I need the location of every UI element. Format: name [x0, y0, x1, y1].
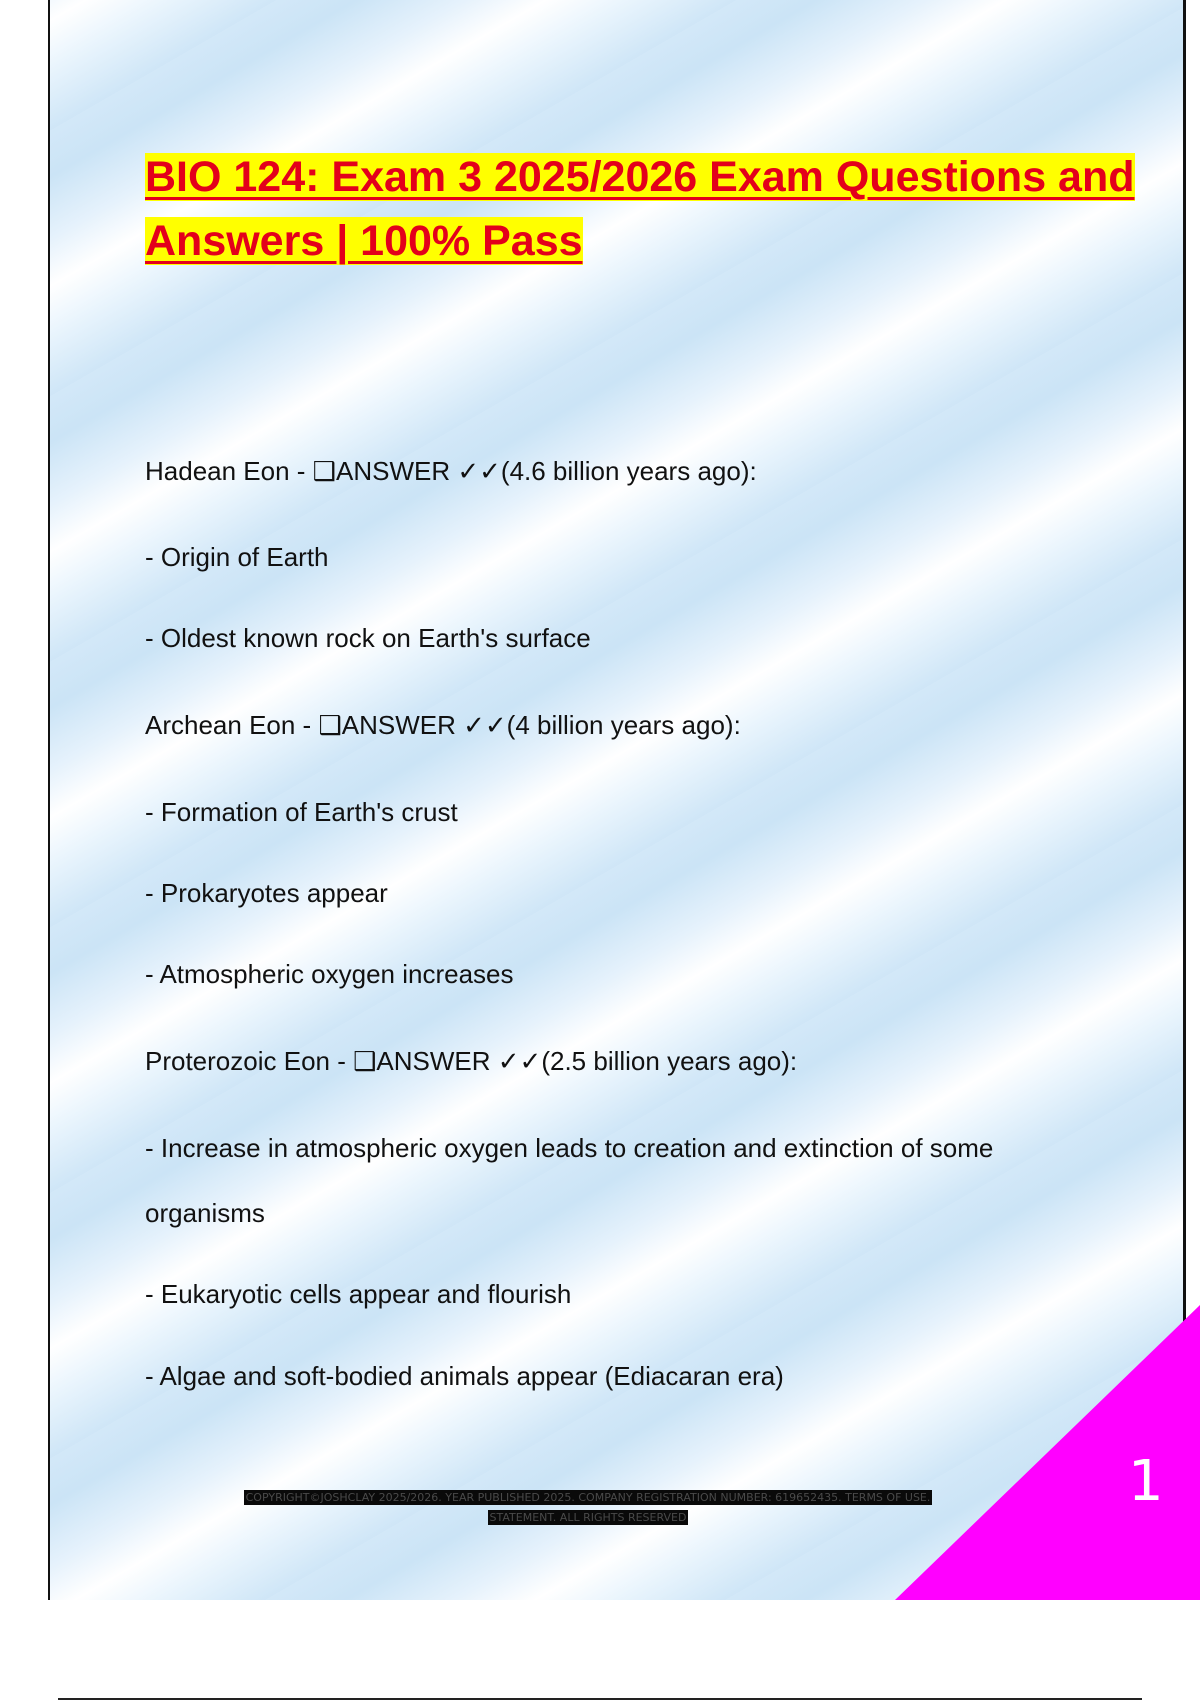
- copyright-notice: [178, 1488, 998, 1528]
- answer-marker-icon: ❑: [318, 711, 342, 741]
- answer-point: - Prokaryotes appear: [145, 878, 388, 908]
- question-term: Archean Eon -: [145, 710, 319, 740]
- answer-point: - Atmospheric oxygen increases: [145, 959, 514, 989]
- answer-point: - Oldest known rock on Earth's surface: [145, 623, 591, 653]
- question-proterozoic-eon: [145, 1045, 797, 1078]
- question-term: Hadean Eon -: [145, 456, 313, 486]
- answer-label: ANSWER: [341, 710, 464, 740]
- answer-marker-icon: ❑: [353, 1047, 377, 1077]
- copyright-line: COPYRIGHT©JOSHCLAY 2025/2026. YEAR PUBLISHED 2025. COMPANY REGISTRATION NUMBER: 619652435. TERMS OF USE.: [245, 1491, 931, 1504]
- answer-point: - Origin of Earth: [145, 542, 329, 572]
- answer-point: - Increase in atmospheric oxygen leads to creation and extinction of some: [145, 1133, 994, 1163]
- question-term: Proterozoic Eon -: [145, 1046, 354, 1076]
- double-check-icon: ✓✓: [463, 711, 507, 741]
- answer-point-continuation: organisms: [145, 1198, 265, 1228]
- answer-label: ANSWER: [335, 456, 458, 486]
- page-number: 1: [1128, 1449, 1164, 1514]
- double-check-icon: ✓✓: [457, 457, 501, 487]
- answer-text: (4.6 billion years ago):: [500, 456, 757, 486]
- double-check-icon: ✓✓: [497, 1047, 542, 1077]
- answer-point: - Formation of Earth's crust: [145, 797, 458, 827]
- answer-point: - Algae and soft-bodied animals appear (Ediacaran era): [145, 1361, 784, 1391]
- document-title: [145, 145, 1145, 273]
- document-title-text: BIO 124: Exam 3 2025/2026 Exam Questions and Answers | 100% Pass: [145, 153, 1135, 265]
- left-page-rule: [48, 0, 50, 1600]
- answer-text: (2.5 billion years ago):: [541, 1046, 798, 1076]
- answer-marker-icon: ❑: [312, 457, 336, 487]
- question-archean-eon: [145, 709, 741, 742]
- answer-label: ANSWER: [376, 1046, 498, 1076]
- question-hadean-eon: [145, 455, 757, 488]
- answer-text: (4 billion years ago):: [506, 710, 741, 740]
- copyright-line: STATEMENT. ALL RIGHTS RESERVED: [489, 1511, 687, 1524]
- answer-point: - Eukaryotic cells appear and flourish: [145, 1279, 572, 1309]
